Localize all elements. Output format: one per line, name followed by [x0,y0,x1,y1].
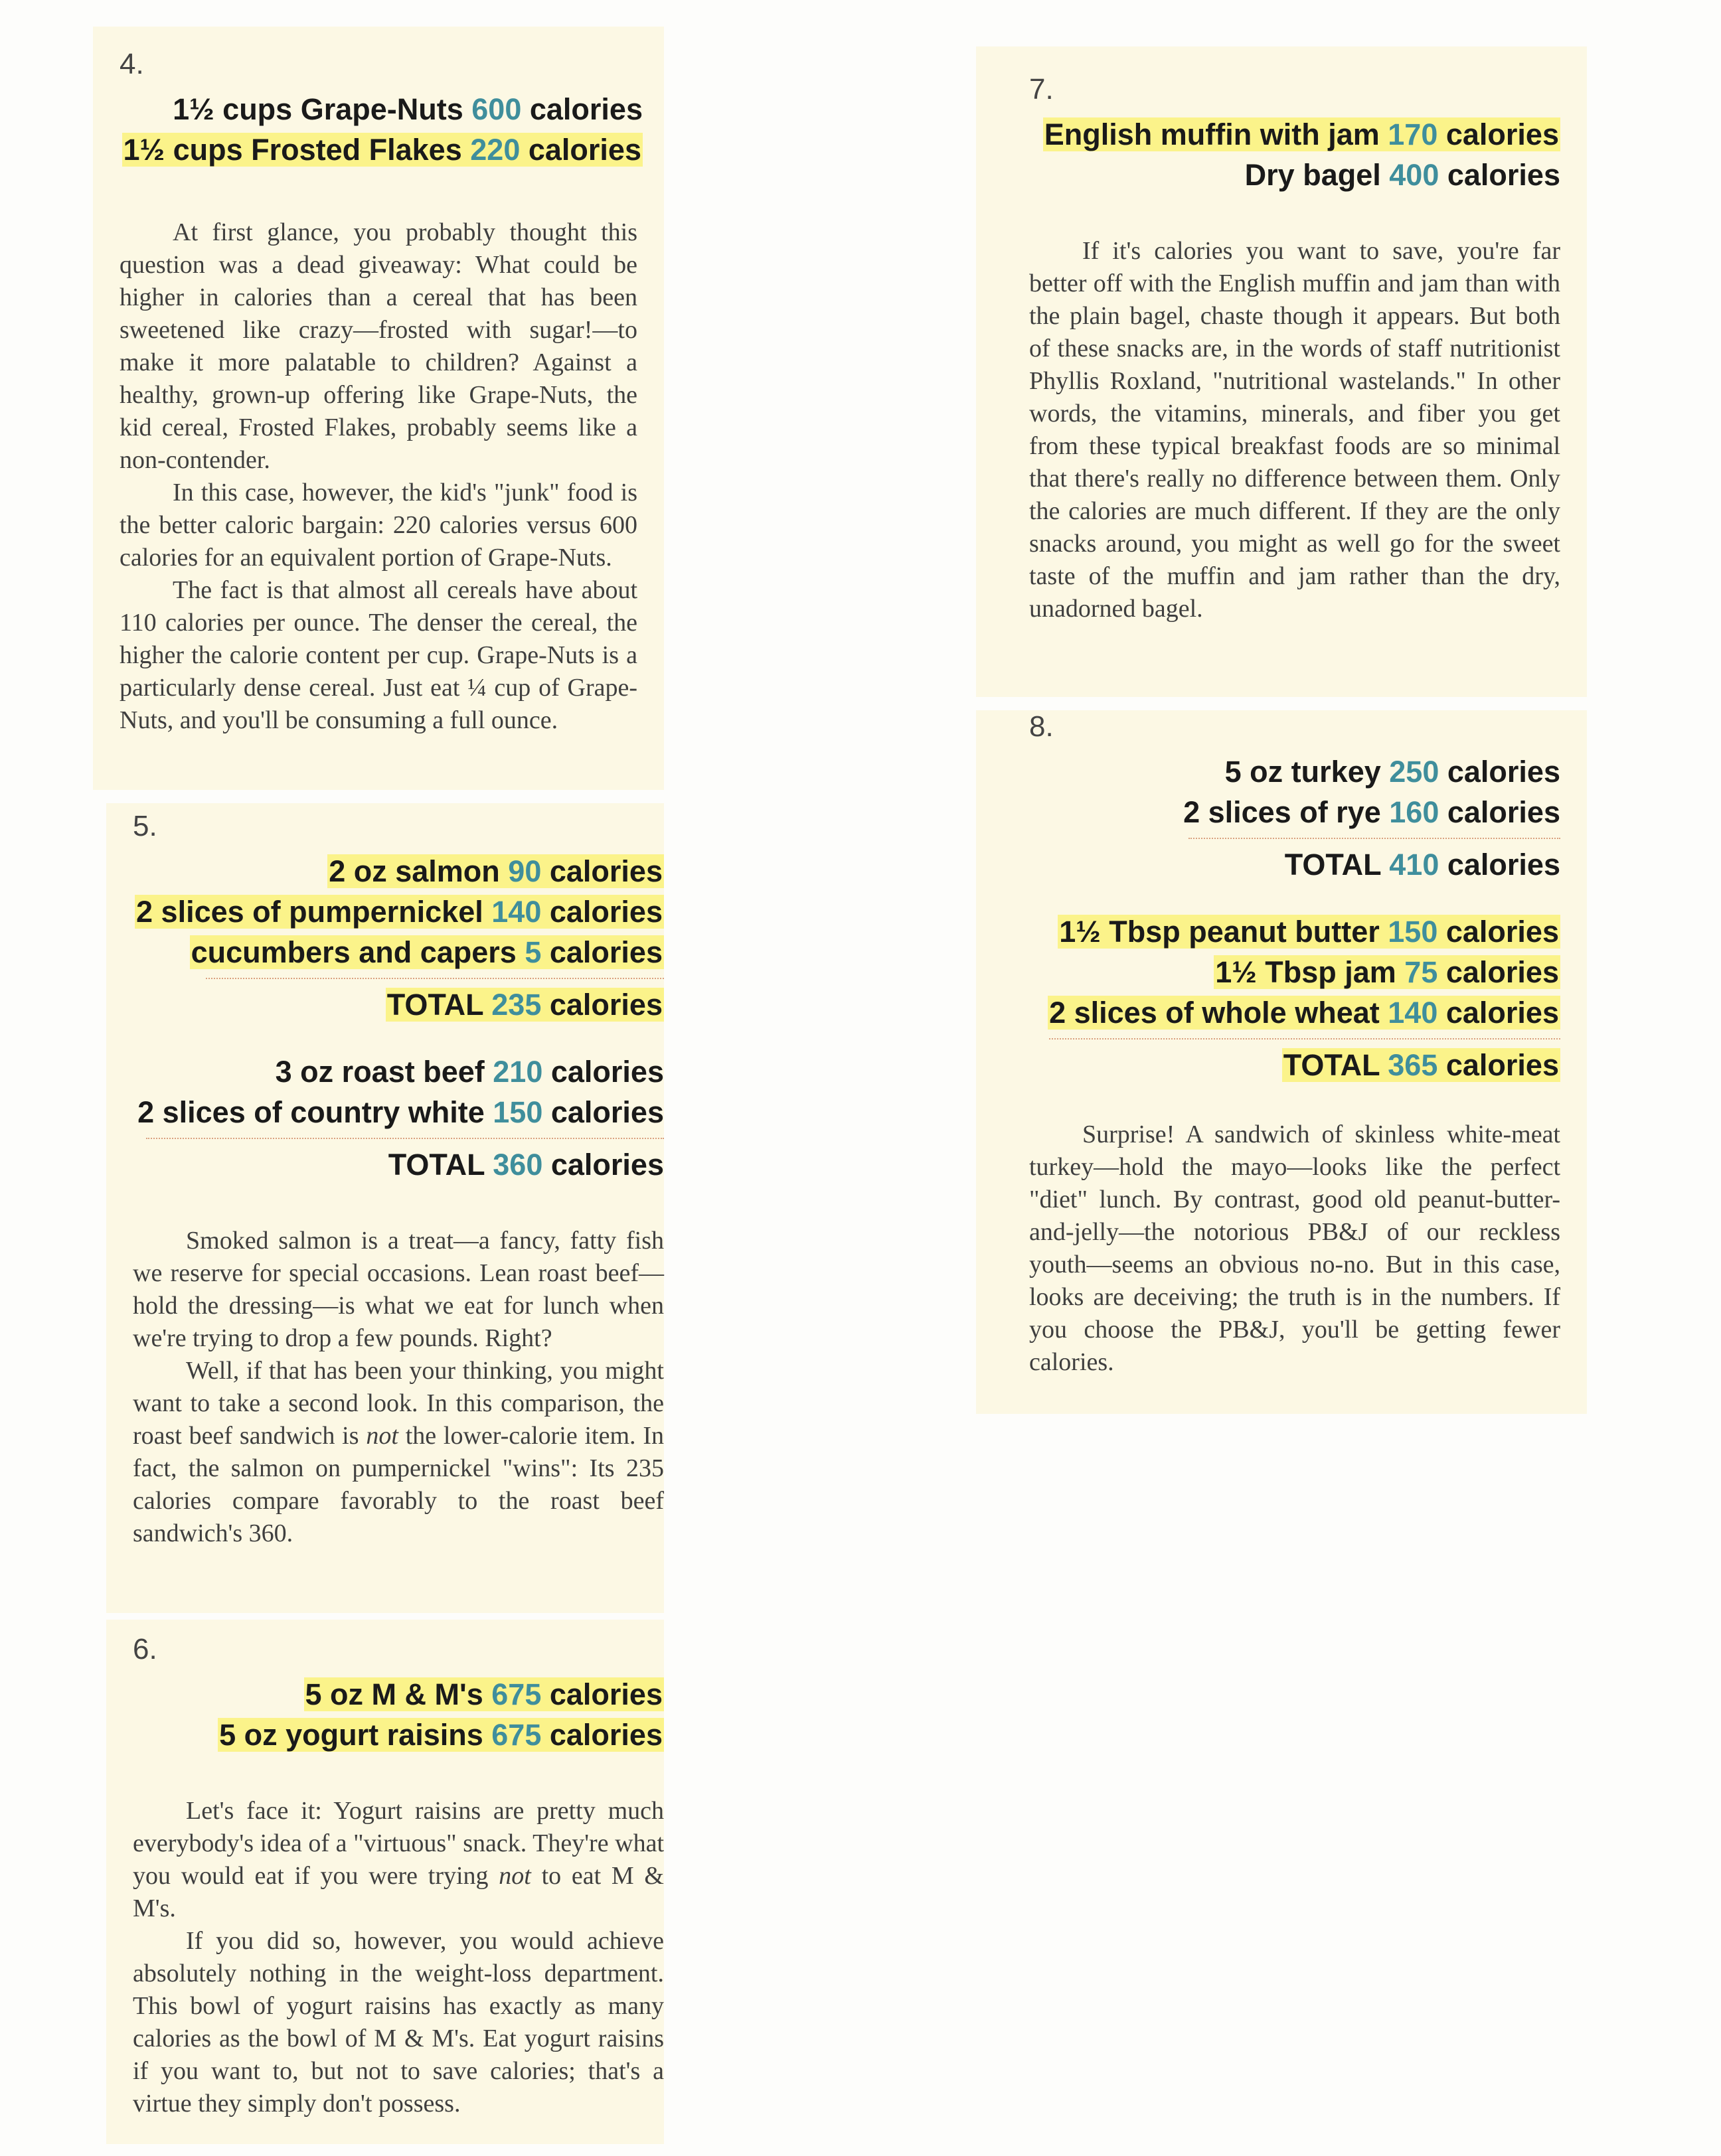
calorie-value: 140 [1388,996,1438,1030]
calorie-unit: calories [550,1095,664,1129]
section-number: 8. [1029,710,1054,743]
total-line [133,984,664,1025]
total-label: TOTAL [388,1148,485,1182]
calorie-value: 140 [491,895,542,929]
section-5 [106,803,664,1613]
calorie-line [1029,911,1560,952]
calorie-value: 150 [1388,915,1438,949]
calorie-line [120,89,643,129]
total-value: 235 [491,988,542,1022]
total-value: 410 [1389,848,1439,882]
paragraph: At first glance, you probably thought this question was a dead giveaway: What could be higher in calories than a cereal that has been sweetened like crazy—frosted with sugar!—to make it more palatable to children? Against a healthy, grown-up offering like Grape-Nuts, the kid cereal, Frosted Flakes, probably seems like a non-contender. [120,218,637,474]
section-number: 6. [133,1633,157,1665]
divider [146,1138,664,1139]
calorie-value: 400 [1389,158,1439,192]
total-line [1029,844,1560,885]
calorie-unit: calories [1445,117,1559,151]
calorie-unit: calories [549,935,663,969]
calorie-line [1029,114,1560,155]
section-6 [106,1620,664,2144]
item-label: Dry bagel [1244,158,1381,192]
calorie-unit: calories [549,1677,663,1711]
calorie-value: 250 [1389,755,1439,789]
section-7 [976,46,1587,697]
divider [1049,1038,1560,1040]
calorie-line [1029,751,1560,792]
item-label: 1½ Tbsp peanut butter [1059,915,1380,949]
item-label: 2 slices of whole wheat [1049,996,1380,1030]
item-label: 1½ cups Frosted Flakes [123,133,462,167]
calorie-unit: calories [549,895,663,929]
calorie-value: 675 [491,1677,542,1711]
calorie-list [133,851,664,1185]
calorie-unit: calories [550,1148,664,1182]
calorie-line [133,1092,664,1132]
calorie-unit: calories [528,133,641,167]
calorie-line [133,891,664,932]
item-label: 3 oz roast beef [275,1055,485,1089]
total-label: TOTAL [1283,1048,1380,1082]
calorie-value: 5 [525,935,542,969]
calorie-value: 210 [493,1055,543,1089]
calorie-value: 220 [470,133,521,167]
calorie-unit: calories [1445,996,1559,1030]
calorie-line [133,1674,664,1715]
body-text [120,216,637,737]
item-label: 2 slices of country white [137,1095,485,1129]
emphasis: not [499,1862,531,1890]
calorie-line [133,851,664,891]
calorie-value: 75 [1404,955,1438,989]
calorie-line [1029,952,1560,992]
item-label: 1½ Tbsp jam [1215,955,1396,989]
calorie-value: 90 [508,854,542,888]
item-label: 5 oz turkey [1224,755,1381,789]
calorie-line [1029,792,1560,832]
paragraph: If it's calories you want to save, you're far better off with the English muffin and jam than with the plain bagel, chaste though it appears. But both of these snacks are, in the words of staff nutritionist Phyllis Roxland, "nutritional wastelands." In other words, the vitamins, minerals, and fiber you get from these typical breakfast foods are so minimal that there's really no difference between them. Only the calories are much different. If they are the only snacks around, you might as well go for the sweet taste of the muffin and jam rather than the dry, unadorned bagel. [1029,237,1560,623]
calorie-unit: calories [1447,795,1560,829]
calorie-line [1029,155,1560,195]
total-value: 365 [1388,1048,1438,1082]
body-text [133,1225,664,1550]
section-number: 4. [120,48,144,80]
calorie-value: 150 [493,1095,543,1129]
calorie-unit: calories [549,854,663,888]
calorie-value: 675 [491,1718,542,1752]
paragraph: In this case, however, the kid's "junk" food is the better caloric bargain: 220 calories versus 600 calories for an equivalent portion of Grape-Nuts. [120,479,637,572]
calorie-unit: calories [1445,1048,1559,1082]
calorie-line [133,932,664,972]
calorie-list [120,89,643,170]
calorie-line [120,129,643,170]
calorie-unit: calories [549,988,663,1022]
paragraph: If you did so, however, you would achieve absolutely nothing in the weight-loss department. This bowl of yogurt raisins has exactly as many calories as the bowl of M & M's. Eat yogurt raisins if you want to, but not to save calories; that's a virtue they simply don't possess. [133,1927,664,2118]
calorie-list [1029,114,1560,195]
item-label: 5 oz M & M's [305,1677,483,1711]
calorie-unit: calories [1445,915,1559,949]
total-value: 360 [493,1148,543,1182]
divider [1188,838,1560,839]
total-line [1029,1045,1560,1085]
calorie-unit: calories [1447,755,1560,789]
item-label: 2 oz salmon [329,854,500,888]
calorie-line [133,1051,664,1092]
paragraph: Surprise! A sandwich of skinless white-meat turkey—hold the mayo—looks like the perfect "diet" lunch. By contrast, good old peanut-butter-and-jelly—the notorious PB&J of our reckless youth—seems an obvious no-no. But in this case, looks are deceiving; the truth is in the numbers. If you choose the PB&J, you'll be getting fewer calories. [1029,1120,1560,1376]
emphasis: not [366,1422,398,1450]
calorie-unit: calories [1445,955,1559,989]
calorie-unit: calories [549,1718,663,1752]
calorie-unit: calories [529,92,643,126]
item-label: cucumbers and capers [191,935,517,969]
item-label: 5 oz yogurt raisins [219,1718,483,1752]
calorie-value: 600 [471,92,522,126]
calorie-line [133,1715,664,1755]
item-label: English muffin with jam [1044,117,1380,151]
body-text [1029,1118,1560,1379]
calorie-unit: calories [1447,158,1560,192]
calorie-line [1029,992,1560,1033]
paragraph: The fact is that almost all cereals have about 110 calories per ounce. The denser the cereal, the higher the calorie content per cup. Grape-Nuts is a particularly dense cereal. Just eat ¼ cup of Grape-Nuts, and you'll be consuming a full ounce. [120,576,637,734]
section-number: 5. [133,810,157,842]
calorie-unit: calories [550,1055,664,1089]
section-4 [93,27,664,790]
item-label: 2 slices of rye [1183,795,1381,829]
total-label: TOTAL [386,988,483,1022]
section-8 [976,710,1587,1414]
calorie-value: 170 [1388,117,1438,151]
total-line [133,1144,664,1185]
item-label: 2 slices of pumpernickel [136,895,483,929]
paragraph: Well, if that has been your thinking, you might want to take a second look. In this comparison, the roast beef sandwich is not the lower-calorie item. In fact, the salmon on pumpernickel "wins": Its 235 calories compare favorably to the roast beef sandwich's 360. [133,1357,664,1547]
paragraph: Let's face it: Yogurt raisins are pretty much everybody's idea of a "virtuous" snack. They're what you would eat if you were trying not to eat M & M's. [133,1797,664,1922]
calorie-unit: calories [1447,848,1560,882]
section-number: 7. [1029,73,1054,106]
calorie-list [133,1674,664,1755]
body-text [133,1795,664,2120]
paragraph: Smoked salmon is a treat—a fancy, fatty fish we reserve for special occasions. Lean roast beef—hold the dressing—is what we eat for lunch when we're trying to drop a few pounds. Right? [133,1227,664,1352]
divider [206,978,664,979]
calorie-value: 160 [1389,795,1439,829]
calorie-list [1029,751,1560,1085]
total-label: TOTAL [1284,848,1381,882]
item-label: 1½ cups Grape-Nuts [173,92,463,126]
body-text [1029,235,1560,625]
